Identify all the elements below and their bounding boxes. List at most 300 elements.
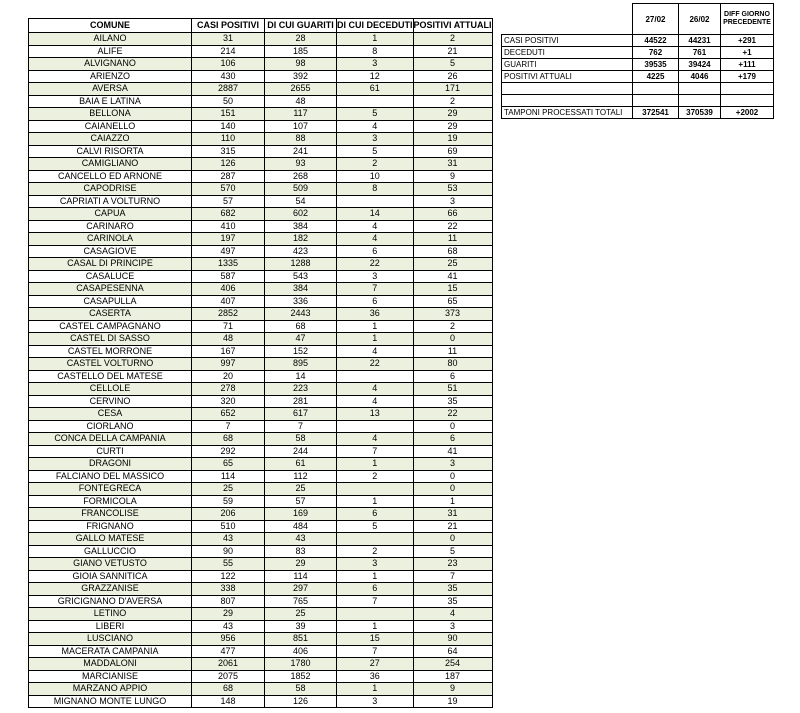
value-cell: 68 [192, 433, 265, 446]
value-cell: 187 [413, 670, 492, 683]
value-cell: 114 [265, 570, 337, 583]
table-row [29, 145, 493, 158]
value-cell: 1 [337, 333, 414, 346]
table-row [29, 270, 493, 283]
value-cell: 148 [192, 695, 265, 708]
table-row [29, 195, 493, 208]
value-cell: 652 [192, 408, 265, 421]
comune-name-cell: FORMICOLA [29, 495, 192, 508]
value-cell: 171 [413, 83, 492, 96]
comune-name-cell: GRAZZANISE [29, 583, 192, 596]
table-row [29, 558, 493, 571]
value-cell: 98 [265, 58, 337, 71]
table-row [29, 570, 493, 583]
value-cell: 68 [265, 320, 337, 333]
comune-name-cell: LIBERI [29, 620, 192, 633]
comune-name-cell: LUSCIANO [29, 633, 192, 646]
comune-name-cell: ALIFE [29, 45, 192, 58]
value-cell: 7 [337, 595, 414, 608]
value-cell: 7 [192, 420, 265, 433]
value-cell: 126 [192, 158, 265, 171]
value-cell: 315 [192, 145, 265, 158]
value-cell: 6 [337, 508, 414, 521]
comune-name-cell: BELLONA [29, 108, 192, 121]
comune-name-cell: CURTI [29, 445, 192, 458]
value-cell: 114 [192, 470, 265, 483]
value-cell: 151 [192, 108, 265, 121]
value-cell: 406 [192, 283, 265, 296]
value-cell: 682 [192, 208, 265, 221]
value-cell: 4 [337, 433, 414, 446]
value-cell: 66 [413, 208, 492, 221]
column-header: CASI POSITIVI [192, 19, 265, 33]
value-cell: 106 [192, 58, 265, 71]
table-row [29, 158, 493, 171]
summary-value-cell: 44522 [633, 35, 679, 47]
comune-name-cell: CASAL DI PRINCIPE [29, 258, 192, 271]
value-cell: 22 [413, 220, 492, 233]
value-cell [337, 195, 414, 208]
value-cell: 25 [265, 608, 337, 621]
value-cell: 292 [192, 445, 265, 458]
table-row [29, 95, 493, 108]
value-cell: 0 [413, 333, 492, 346]
comune-name-cell: ARIENZO [29, 70, 192, 83]
comune-name-cell: CANCELLO ED ARNONE [29, 170, 192, 183]
comune-name-cell: MACERATA CAMPANIA [29, 645, 192, 658]
value-cell: 31 [413, 158, 492, 171]
summary-value-cell: +291 [721, 35, 774, 47]
comuni-table-body [29, 33, 493, 708]
value-cell: 28 [265, 33, 337, 46]
comune-name-cell: FALCIANO DEL MASSICO [29, 470, 192, 483]
value-cell: 31 [192, 33, 265, 46]
value-cell: 61 [265, 458, 337, 471]
summary-label-cell: DECEDUTI [502, 47, 633, 59]
value-cell: 14 [265, 370, 337, 383]
value-cell: 807 [192, 595, 265, 608]
value-cell: 2 [337, 158, 414, 171]
table-row [29, 370, 493, 383]
value-cell: 214 [192, 45, 265, 58]
value-cell: 287 [192, 170, 265, 183]
value-cell [337, 608, 414, 621]
value-cell [337, 370, 414, 383]
value-cell: 587 [192, 270, 265, 283]
value-cell: 65 [413, 295, 492, 308]
summary-label-cell: POSITIVI ATTUALI [502, 71, 633, 83]
value-cell: 278 [192, 383, 265, 396]
value-cell: 55 [192, 558, 265, 571]
value-cell [337, 483, 414, 496]
table-row [29, 383, 493, 396]
value-cell: 2852 [192, 308, 265, 321]
table-row [29, 595, 493, 608]
value-cell: 0 [413, 420, 492, 433]
value-cell: 5 [337, 145, 414, 158]
value-cell: 57 [192, 195, 265, 208]
value-cell: 185 [265, 45, 337, 58]
comune-name-cell: CARINARO [29, 220, 192, 233]
value-cell: 13 [337, 408, 414, 421]
table-row [29, 408, 493, 421]
value-cell: 406 [265, 645, 337, 658]
value-cell: 68 [413, 245, 492, 258]
value-cell: 48 [192, 333, 265, 346]
table-row [29, 358, 493, 371]
comune-name-cell: FONTEGRECA [29, 483, 192, 496]
table-row [29, 83, 493, 96]
value-cell: 1335 [192, 258, 265, 271]
comune-name-cell: CASAPESENNA [29, 283, 192, 296]
value-cell: 0 [413, 470, 492, 483]
value-cell: 509 [265, 183, 337, 196]
value-cell: 182 [265, 233, 337, 246]
comune-name-cell: CELLOLE [29, 383, 192, 396]
table-row [29, 170, 493, 183]
table-row [29, 220, 493, 233]
summary-label-cell [502, 83, 633, 95]
summary-table [501, 3, 774, 119]
value-cell: 2061 [192, 658, 265, 671]
comune-name-cell: CASTEL DI SASSO [29, 333, 192, 346]
value-cell: 5 [413, 545, 492, 558]
value-cell: 1 [337, 320, 414, 333]
value-cell: 48 [265, 95, 337, 108]
value-cell: 430 [192, 70, 265, 83]
summary-column-header: 27/02 [633, 4, 679, 35]
summary-value-cell: 762 [633, 47, 679, 59]
summary-value-cell: 39424 [679, 59, 721, 71]
value-cell: 6 [337, 245, 414, 258]
value-cell: 43 [265, 533, 337, 546]
value-cell: 29 [413, 108, 492, 121]
value-cell: 169 [265, 508, 337, 521]
value-cell: 895 [265, 358, 337, 371]
value-cell: 4 [337, 220, 414, 233]
value-cell [337, 420, 414, 433]
value-cell: 423 [265, 245, 337, 258]
value-cell: 22 [337, 358, 414, 371]
comune-name-cell: MADDALONI [29, 658, 192, 671]
comune-name-cell: CONCA DELLA CAMPANIA [29, 433, 192, 446]
comune-name-cell: CAIANELLO [29, 120, 192, 133]
value-cell: 543 [265, 270, 337, 283]
table-row [29, 658, 493, 671]
value-cell: 58 [265, 433, 337, 446]
value-cell: 36 [337, 670, 414, 683]
value-cell: 59 [192, 495, 265, 508]
comune-name-cell: GRICIGNANO D'AVERSA [29, 595, 192, 608]
table-row [29, 345, 493, 358]
comune-name-cell: MARZANO APPIO [29, 683, 192, 696]
value-cell: 167 [192, 345, 265, 358]
value-cell: 51 [413, 383, 492, 396]
comune-name-cell: ALVIGNANO [29, 58, 192, 71]
value-cell: 197 [192, 233, 265, 246]
comune-name-cell: CASAGIOVE [29, 245, 192, 258]
value-cell: 6 [413, 370, 492, 383]
summary-value-cell [721, 83, 774, 95]
value-cell: 1 [337, 683, 414, 696]
summary-value-cell: 370539 [679, 107, 721, 119]
table-row [29, 470, 493, 483]
summary-value-cell [679, 83, 721, 95]
summary-value-cell: 372541 [633, 107, 679, 119]
column-header: COMUNE [29, 19, 192, 33]
value-cell: 3 [337, 270, 414, 283]
value-cell: 244 [265, 445, 337, 458]
summary-column-header: 26/02 [679, 4, 721, 35]
value-cell: 39 [265, 620, 337, 633]
value-cell: 47 [265, 333, 337, 346]
value-cell: 2 [337, 470, 414, 483]
table-row [29, 58, 493, 71]
value-cell: 9 [413, 683, 492, 696]
value-cell [337, 533, 414, 546]
comuni-table-header-row [29, 19, 493, 33]
value-cell: 117 [265, 108, 337, 121]
table-row [29, 583, 493, 596]
value-cell: 373 [413, 308, 492, 321]
column-header: DI CUI GUARITI [265, 19, 337, 33]
value-cell: 851 [265, 633, 337, 646]
value-cell: 8 [337, 45, 414, 58]
value-cell: 35 [413, 395, 492, 408]
value-cell: 6 [337, 583, 414, 596]
table-row [29, 320, 493, 333]
comuni-table [28, 18, 493, 708]
value-cell: 26 [413, 70, 492, 83]
value-cell: 4 [413, 608, 492, 621]
table-row [29, 133, 493, 146]
value-cell: 22 [337, 258, 414, 271]
comune-name-cell: CASALUCE [29, 270, 192, 283]
value-cell: 1 [337, 33, 414, 46]
value-cell: 297 [265, 583, 337, 596]
value-cell: 241 [265, 145, 337, 158]
summary-row [502, 71, 774, 83]
value-cell: 21 [413, 45, 492, 58]
table-row [29, 458, 493, 471]
summary-label-cell: CASI POSITIVI [502, 35, 633, 47]
value-cell: 4 [337, 395, 414, 408]
comune-name-cell: FRANCOLISE [29, 508, 192, 521]
value-cell: 88 [265, 133, 337, 146]
value-cell: 71 [192, 320, 265, 333]
comune-name-cell: AVERSA [29, 83, 192, 96]
table-row [29, 520, 493, 533]
value-cell: 5 [413, 58, 492, 71]
value-cell: 35 [413, 583, 492, 596]
table-row [29, 445, 493, 458]
summary-value-cell: +111 [721, 59, 774, 71]
value-cell: 477 [192, 645, 265, 658]
value-cell: 0 [413, 483, 492, 496]
value-cell: 19 [413, 133, 492, 146]
table-row [29, 233, 493, 246]
value-cell: 11 [413, 233, 492, 246]
comune-name-cell: MARCIANISE [29, 670, 192, 683]
table-row [29, 533, 493, 546]
value-cell: 3 [413, 458, 492, 471]
comune-name-cell: MIGNANO MONTE LUNGO [29, 695, 192, 708]
summary-value-cell: 4225 [633, 71, 679, 83]
value-cell: 1 [337, 570, 414, 583]
comune-name-cell: CASAPULLA [29, 295, 192, 308]
value-cell: 29 [192, 608, 265, 621]
value-cell: 510 [192, 520, 265, 533]
value-cell: 1 [413, 495, 492, 508]
comune-name-cell: CASERTA [29, 308, 192, 321]
value-cell: 140 [192, 120, 265, 133]
comune-name-cell: CASTEL MORRONE [29, 345, 192, 358]
value-cell: 392 [265, 70, 337, 83]
value-cell: 2 [413, 33, 492, 46]
value-cell: 112 [265, 470, 337, 483]
value-cell: 3 [337, 558, 414, 571]
value-cell: 410 [192, 220, 265, 233]
value-cell: 61 [337, 83, 414, 96]
value-cell: 9 [413, 170, 492, 183]
value-cell: 93 [265, 158, 337, 171]
value-cell: 223 [265, 383, 337, 396]
value-cell: 152 [265, 345, 337, 358]
comune-name-cell: CAMIGLIANO [29, 158, 192, 171]
column-header: POSITIVI ATTUALI [413, 19, 492, 33]
summary-column-header: DIFF GIORNO PRECEDENTE [721, 4, 774, 35]
value-cell: 5 [337, 108, 414, 121]
value-cell: 4 [337, 345, 414, 358]
value-cell: 338 [192, 583, 265, 596]
table-row [29, 645, 493, 658]
summary-row [502, 83, 774, 95]
value-cell: 484 [265, 520, 337, 533]
value-cell: 58 [265, 683, 337, 696]
summary-row [502, 47, 774, 59]
summary-value-cell: +179 [721, 71, 774, 83]
comune-name-cell: AILANO [29, 33, 192, 46]
column-header: DI CUI DECEDUTI [337, 19, 414, 33]
value-cell: 5 [337, 520, 414, 533]
value-cell: 2075 [192, 670, 265, 683]
value-cell: 336 [265, 295, 337, 308]
value-cell: 1 [337, 495, 414, 508]
comune-name-cell: CERVINO [29, 395, 192, 408]
value-cell: 12 [337, 70, 414, 83]
table-row [29, 208, 493, 221]
value-cell [337, 95, 414, 108]
summary-table-header-row [502, 4, 774, 35]
summary-row [502, 107, 774, 119]
table-row [29, 308, 493, 321]
comune-name-cell: BAIA E LATINA [29, 95, 192, 108]
value-cell: 68 [192, 683, 265, 696]
table-row [29, 695, 493, 708]
comune-name-cell: CAPUA [29, 208, 192, 221]
value-cell: 602 [265, 208, 337, 221]
value-cell: 64 [413, 645, 492, 658]
summary-row [502, 95, 774, 107]
comune-name-cell: GIANO VETUSTO [29, 558, 192, 571]
value-cell: 80 [413, 358, 492, 371]
value-cell: 2 [413, 320, 492, 333]
value-cell: 50 [192, 95, 265, 108]
value-cell: 617 [265, 408, 337, 421]
table-row [29, 395, 493, 408]
comune-name-cell: CASTEL CAMPAGNANO [29, 320, 192, 333]
comune-name-cell: GIOIA SANNITICA [29, 570, 192, 583]
value-cell: 35 [413, 595, 492, 608]
value-cell: 281 [265, 395, 337, 408]
value-cell: 3 [413, 620, 492, 633]
value-cell: 15 [337, 633, 414, 646]
value-cell: 90 [413, 633, 492, 646]
value-cell: 1780 [265, 658, 337, 671]
summary-row [502, 59, 774, 71]
value-cell: 11 [413, 345, 492, 358]
summary-label-cell: GUARITI [502, 59, 633, 71]
value-cell: 41 [413, 270, 492, 283]
value-cell: 1288 [265, 258, 337, 271]
summary-value-cell: +1 [721, 47, 774, 59]
summary-value-cell: 761 [679, 47, 721, 59]
table-row [29, 108, 493, 121]
value-cell: 4 [337, 120, 414, 133]
comune-name-cell: CAPODRISE [29, 183, 192, 196]
table-row [29, 295, 493, 308]
value-cell: 1852 [265, 670, 337, 683]
table-row [29, 508, 493, 521]
table-row [29, 70, 493, 83]
table-row [29, 633, 493, 646]
value-cell: 19 [413, 695, 492, 708]
value-cell: 36 [337, 308, 414, 321]
value-cell: 6 [337, 295, 414, 308]
comune-name-cell: CAPRIATI A VOLTURNO [29, 195, 192, 208]
value-cell: 20 [192, 370, 265, 383]
value-cell: 7 [337, 283, 414, 296]
value-cell: 69 [413, 145, 492, 158]
value-cell: 4 [337, 383, 414, 396]
value-cell: 997 [192, 358, 265, 371]
value-cell: 15 [413, 283, 492, 296]
value-cell: 14 [337, 208, 414, 221]
table-row [29, 120, 493, 133]
table-row [29, 183, 493, 196]
value-cell: 7 [413, 570, 492, 583]
value-cell: 29 [413, 120, 492, 133]
value-cell: 27 [337, 658, 414, 671]
table-row [29, 420, 493, 433]
value-cell: 8 [337, 183, 414, 196]
comune-name-cell: LETINO [29, 608, 192, 621]
value-cell: 90 [192, 545, 265, 558]
value-cell: 4 [337, 233, 414, 246]
value-cell: 53 [413, 183, 492, 196]
value-cell: 384 [265, 220, 337, 233]
value-cell: 765 [265, 595, 337, 608]
table-row [29, 33, 493, 46]
value-cell: 268 [265, 170, 337, 183]
value-cell: 7 [337, 445, 414, 458]
value-cell: 1 [337, 620, 414, 633]
comune-name-cell: CIORLANO [29, 420, 192, 433]
value-cell: 2655 [265, 83, 337, 96]
table-row [29, 333, 493, 346]
value-cell: 206 [192, 508, 265, 521]
value-cell: 43 [192, 620, 265, 633]
